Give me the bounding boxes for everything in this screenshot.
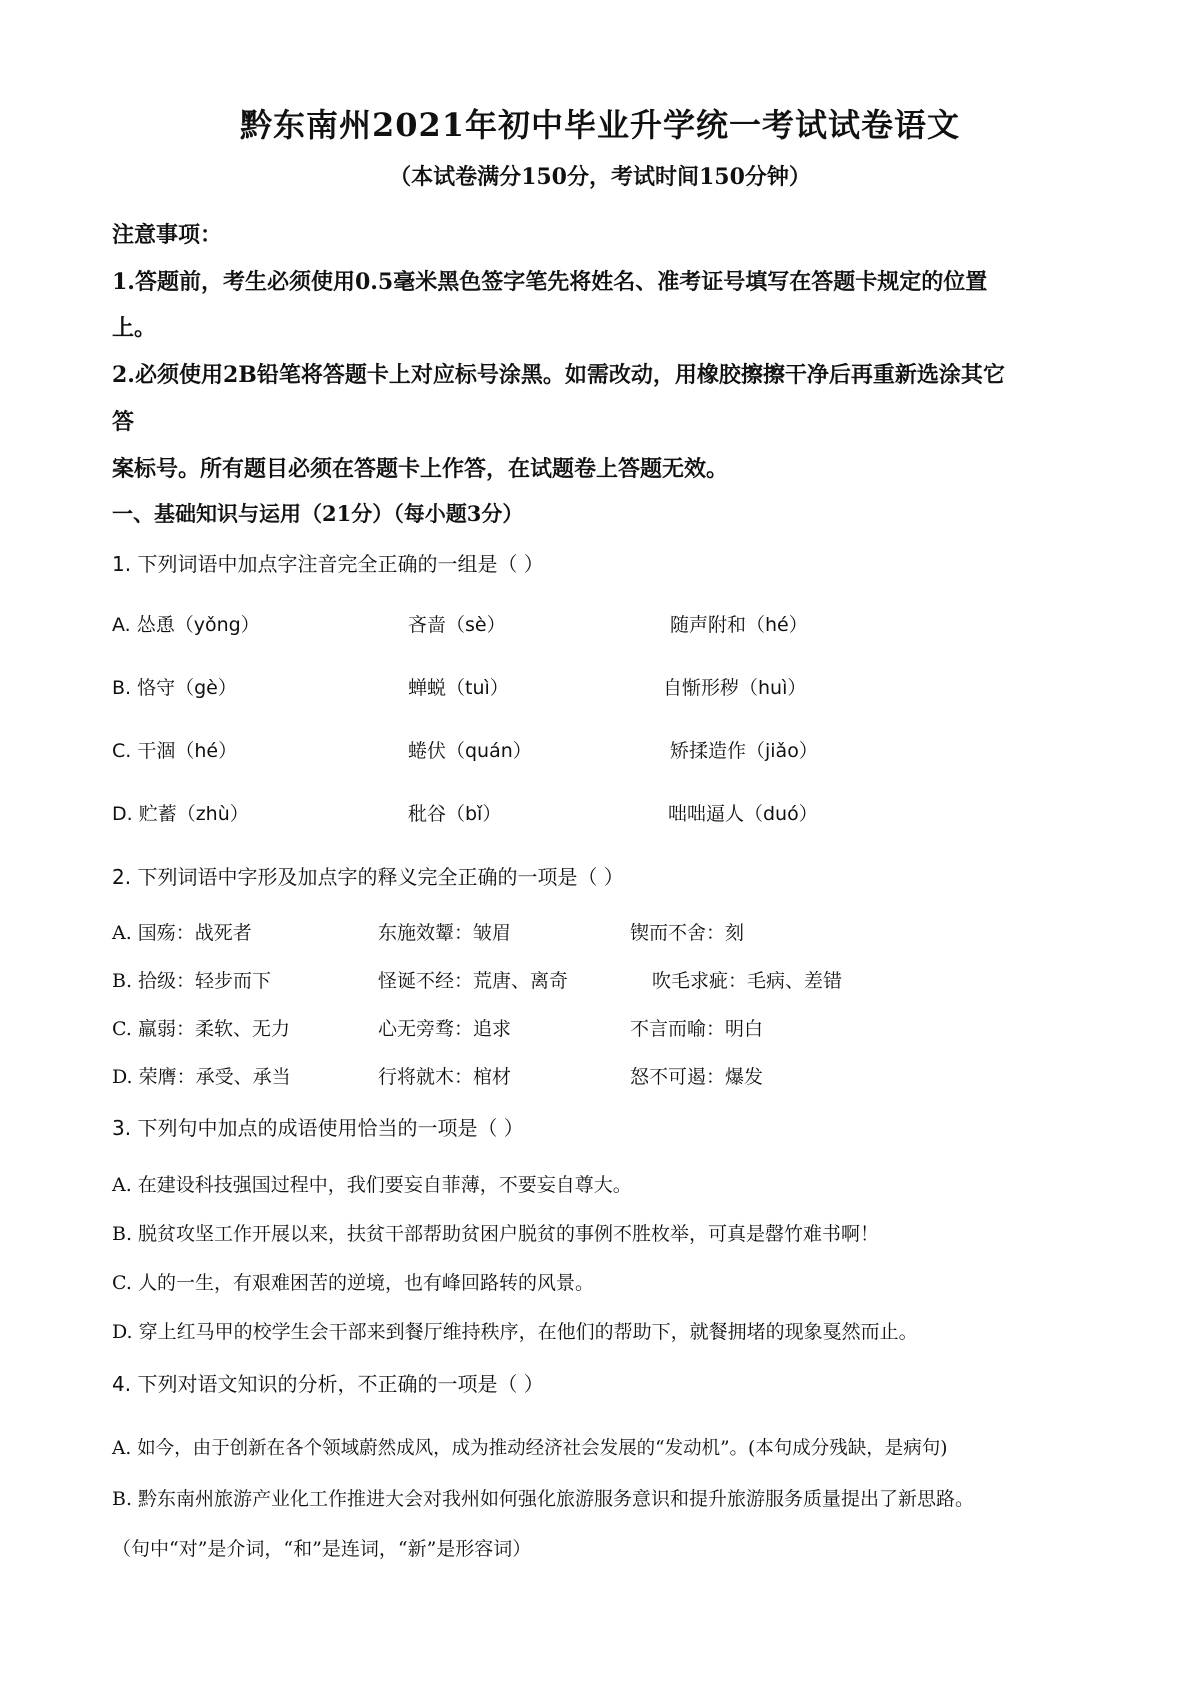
question-4-stem: 4. 下列对语文知识的分析，不正确的一项是（ ）: [112, 1372, 544, 1396]
page-subtitle: （本试卷满分150分，考试时间150分钟）: [389, 164, 811, 190]
notice-line-1-cont: 上。: [112, 315, 157, 341]
q2-option-d-3: 怒不可遏：爆发: [630, 1066, 764, 1088]
notice-line-2: 2.必须使用2B铅笔将答题卡上对应标号涂黑。如需改动，用橡胶擦擦干净后再重新选涂其它: [112, 362, 1005, 388]
question-3-stem: 3. 下列句中加点的成语使用恰当的一项是（ ）: [112, 1116, 524, 1140]
q4-option-a: A. 如今，由于创新在各个领域蔚然成风，成为推动经济社会发展的“发动机”。(本句成分残缺，是病句): [112, 1438, 948, 1459]
q3-option-b: B. 脱贫攻坚工作开展以来，扶贫干部帮助贫困户脱贫的事例不胜枚举，可真是罄竹难书啊！: [112, 1223, 880, 1245]
q1-option-d-3: 咄咄逼人（duó）: [668, 803, 818, 825]
q4-option-b-note: （句中“对”是介词，“和”是连词，“新”是形容词）: [112, 1538, 532, 1560]
q3-option-a: A. 在建设科技强国过程中，我们要妄自菲薄，不要妄自尊大。: [112, 1174, 632, 1196]
q1-option-c-2: 蜷伏（quán）: [408, 740, 532, 762]
q2-option-a-2: 东施效颦：皱眉: [378, 922, 512, 944]
notice-line-1: 1.答题前，考生必须使用0.5毫米黑色签字笔先将姓名、准考证号填写在答题卡规定的位置: [112, 269, 988, 295]
q2-option-a-3: 锲而不舍：刻: [630, 922, 745, 944]
q1-option-a-3: 随声附和（hé）: [670, 614, 808, 636]
notice-heading: 注意事项：: [112, 222, 223, 248]
q2-option-b-2: 怪诞不经：荒唐、离奇: [378, 970, 569, 992]
q2-option-c-2: 心无旁骛：追求: [378, 1018, 512, 1040]
q4-option-b: B. 黔东南州旅游产业化工作推进大会对我州如何强化旅游服务意识和提升旅游服务质量提出了新思路。: [112, 1488, 975, 1510]
notice-line-2-cont: 答: [112, 409, 135, 435]
q2-option-b-1: B. 拾级：轻步而下: [112, 970, 272, 992]
q1-option-b-3: 自惭形秽（huì）: [663, 677, 807, 699]
q1-option-a-2: 吝啬（sè）: [408, 614, 506, 636]
section-heading: 一、基础知识与运用（21分）（每小题3分）: [112, 501, 524, 526]
q1-option-a-1: A. 怂恿（yǒng）: [112, 614, 260, 636]
q2-option-a-1: A. 国殇：战死者: [112, 922, 252, 944]
q1-option-c-1: C. 干涸（hé）: [112, 740, 238, 762]
q2-option-c-1: C. 羸弱：柔软、无力: [112, 1018, 290, 1040]
q2-option-d-2: 行将就木：棺材: [378, 1066, 512, 1088]
q1-option-b-2: 蝉蜕（tuì）: [408, 677, 509, 699]
question-2-stem: 2. 下列词语中字形及加点字的释义完全正确的一项是（ ）: [112, 865, 624, 889]
q2-option-b-3: 吹毛求疵：毛病、差错: [652, 970, 843, 992]
notice-line-3: 案标号。所有题目必须在答题卡上作答，在试题卷上答题无效。: [112, 456, 729, 482]
question-1-stem: 1. 下列词语中加点字注音完全正确的一组是（ ）: [112, 552, 544, 576]
q1-option-d-2: 秕谷（bǐ）: [408, 803, 502, 825]
q1-option-d-1: D. 贮蓄（zhù）: [112, 803, 249, 825]
q3-option-d: D. 穿上红马甲的校学生会干部来到餐厅维持秩序，在他们的帮助下，就餐拥堵的现象戛然而止。: [112, 1321, 918, 1343]
q1-option-c-3: 矫揉造作（jiǎo）: [670, 740, 818, 762]
q2-option-c-3: 不言而喻：明白: [630, 1018, 764, 1040]
page-title: 黔东南州2021年初中毕业升学统一考试试卷语文: [239, 106, 961, 144]
q1-option-b-1: B. 恪守（gè）: [112, 677, 237, 699]
q3-option-c: C. 人的一生，有艰难困苦的逆境，也有峰回路转的风景。: [112, 1272, 594, 1294]
q2-option-d-1: D. 荣膺：承受、承当: [112, 1066, 291, 1088]
